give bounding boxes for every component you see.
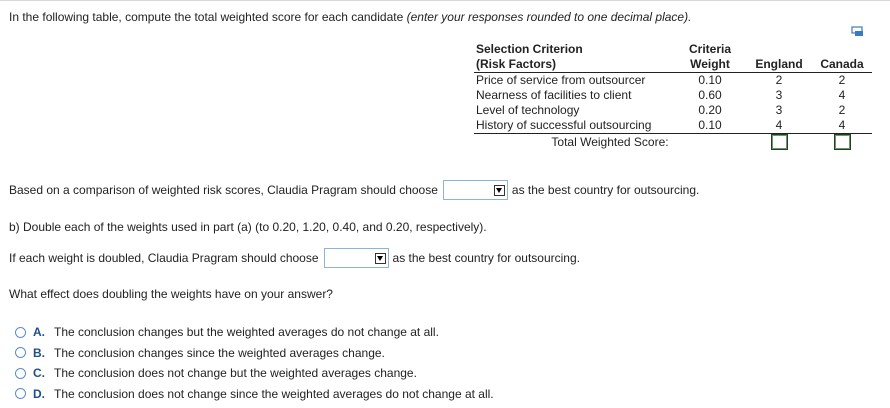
option-text: The conclusion does not change but the weighted averages change. <box>54 366 417 381</box>
effect-question-line <box>9 287 333 301</box>
table-row <box>474 73 872 89</box>
criterion-cell: Nearness of facilities to client <box>476 88 632 102</box>
instruction-prefix: In the following table, compute the total weighted score for each candidate <box>9 10 407 24</box>
criterion-cell: Price of service from outsourcer <box>476 73 646 87</box>
header-weight-line1: Criteria <box>688 42 732 56</box>
england-cell: 2 <box>775 73 783 87</box>
canada-cell: 4 <box>812 118 872 134</box>
canada-cell: 4 <box>838 88 846 102</box>
option-c[interactable] <box>15 363 494 384</box>
country-dropdown-a[interactable] <box>443 180 508 200</box>
option-text: The conclusion does not change since the weighted averages do not change at all. <box>54 386 494 401</box>
question-a-text: Based on a comparison of weighted risk scores, Claudia Pragram should choose <box>9 183 438 197</box>
question-a-line <box>9 180 699 200</box>
header-criterion-line2: (Risk Factors) <box>474 57 674 73</box>
weighted-score-table <box>474 42 872 150</box>
question-b-line <box>9 248 580 268</box>
option-letter: B. <box>33 345 45 360</box>
england-total-input[interactable] <box>771 134 788 150</box>
option-b[interactable] <box>15 343 494 364</box>
weight-cell: 0.10 <box>674 118 746 134</box>
effect-question-text: What effect does doubling the weights have on your answer? <box>9 287 333 301</box>
canada-cell: 2 <box>838 103 846 117</box>
weight-cell: 0.60 <box>698 88 722 102</box>
canada-cell: 2 <box>838 73 846 87</box>
radio-button[interactable] <box>15 327 26 338</box>
question-b-text: If each weight is doubled, Claudia Pragram should choose <box>9 251 319 265</box>
option-d[interactable] <box>15 384 494 405</box>
part-b-line <box>9 220 487 234</box>
header-criterion-line1: Selection Criterion <box>476 42 583 56</box>
part-b-text: b) Double each of the weights used in part (a) (to 0.20, 1.20, 0.40, and 0.20, respectively). <box>9 220 487 234</box>
england-cell: 3 <box>775 103 783 117</box>
criterion-cell: History of successful outsourcing <box>474 118 674 134</box>
radio-button[interactable] <box>15 388 26 399</box>
question-a-suffix: as the best country for outsourcing. <box>511 183 700 197</box>
option-letter: D. <box>33 386 45 401</box>
option-text: The conclusion changes but the weighted averages do not change at all. <box>54 325 439 340</box>
table-row <box>474 118 872 134</box>
dropdown-arrow-icon <box>375 253 386 264</box>
top-divider <box>0 0 890 1</box>
instruction-italic: (enter your responses rounded to one decimal place). <box>406 10 692 24</box>
weight-cell: 0.20 <box>698 103 722 117</box>
copy-icon[interactable] <box>851 26 865 38</box>
england-cell: 3 <box>775 88 783 102</box>
total-row <box>474 134 872 151</box>
header-canada: Canada <box>812 57 872 73</box>
dropdown-arrow-icon <box>494 185 505 196</box>
option-letter: C. <box>33 366 45 381</box>
option-text: The conclusion changes since the weighted averages change. <box>54 345 385 360</box>
canada-total-input[interactable] <box>834 134 851 150</box>
table-row <box>474 103 872 118</box>
answer-options <box>15 322 494 404</box>
weight-cell: 0.10 <box>698 73 722 87</box>
radio-button[interactable] <box>15 347 26 358</box>
total-label: Total Weighted Score: <box>551 134 669 149</box>
table-row <box>474 88 872 103</box>
radio-button[interactable] <box>15 368 26 379</box>
option-letter: A. <box>33 325 45 340</box>
header-weight-line2: Weight <box>674 57 746 73</box>
criterion-cell: Level of technology <box>476 103 580 117</box>
england-cell: 4 <box>746 118 812 134</box>
question-b-suffix: as the best country for outsourcing. <box>392 251 580 265</box>
instruction-text <box>9 10 691 24</box>
header-england: England <box>746 57 812 73</box>
option-a[interactable] <box>15 322 494 343</box>
country-dropdown-b[interactable] <box>324 248 389 268</box>
